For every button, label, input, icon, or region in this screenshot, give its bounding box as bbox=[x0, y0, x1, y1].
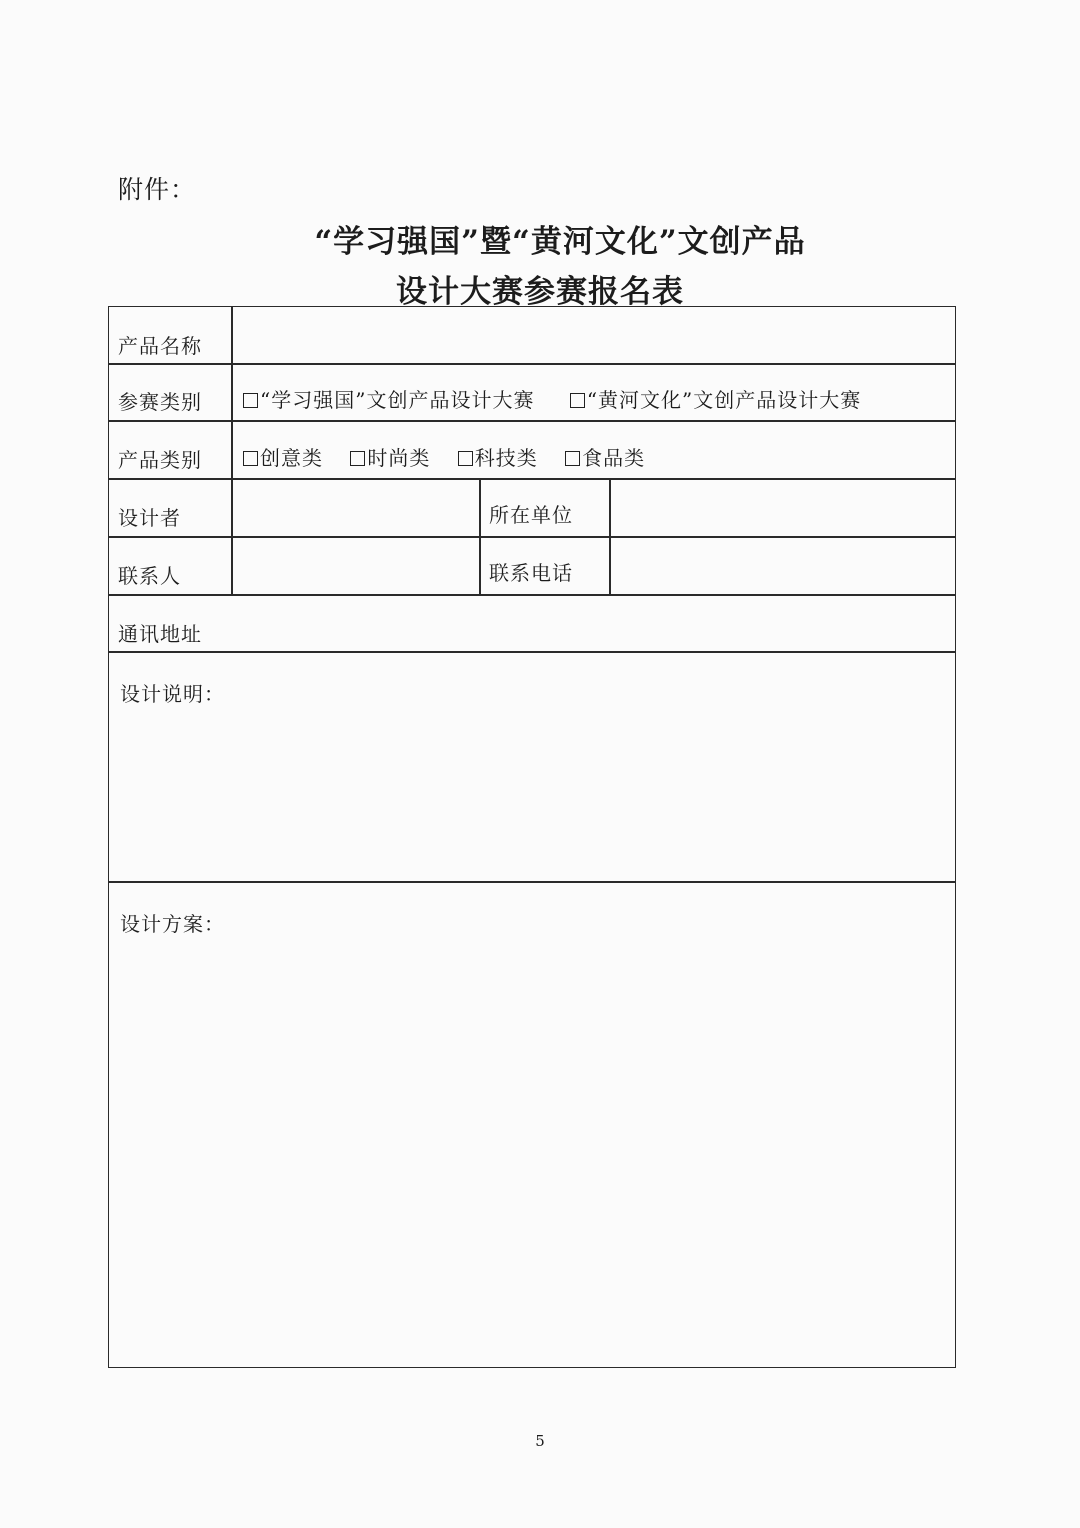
address-label: 通讯地址 bbox=[118, 622, 202, 646]
organization-field[interactable] bbox=[620, 499, 945, 523]
contest-category-options bbox=[243, 384, 861, 413]
contact-label: 联系人 bbox=[118, 564, 181, 588]
row-divider bbox=[108, 536, 956, 538]
contest-option-label: “黄河文化”文创产品设计大赛 bbox=[586, 388, 862, 412]
row-divider bbox=[108, 881, 956, 883]
product-option-food[interactable] bbox=[565, 442, 645, 471]
checkbox-icon[interactable] bbox=[565, 451, 580, 466]
phone-field[interactable] bbox=[620, 557, 945, 581]
row-divider bbox=[108, 478, 956, 480]
checkbox-icon[interactable] bbox=[458, 451, 473, 466]
row-divider bbox=[108, 420, 956, 422]
product-category-label: 产品类别 bbox=[118, 448, 202, 472]
row-divider bbox=[108, 651, 956, 653]
contest-category-label: 参赛类别 bbox=[118, 390, 202, 414]
form-title-line-2: 设计大赛参赛报名表 bbox=[396, 274, 684, 310]
column-divider bbox=[231, 306, 233, 594]
row-divider bbox=[108, 594, 956, 596]
row-divider bbox=[108, 363, 956, 365]
checkbox-icon[interactable] bbox=[570, 393, 585, 408]
product-option-tech[interactable] bbox=[458, 442, 538, 471]
design-description-field[interactable] bbox=[120, 711, 940, 871]
product-option-label: 时尚类 bbox=[367, 446, 431, 470]
product-option-label: 科技类 bbox=[474, 446, 538, 470]
address-field[interactable] bbox=[218, 618, 943, 642]
product-option-label: 食品类 bbox=[582, 446, 646, 470]
phone-label: 联系电话 bbox=[489, 561, 573, 585]
page-number: 5 bbox=[535, 1432, 545, 1450]
product-option-fashion[interactable] bbox=[350, 442, 430, 471]
designer-label: 设计者 bbox=[118, 506, 181, 530]
product-option-creative[interactable] bbox=[243, 442, 323, 471]
contact-field[interactable] bbox=[243, 560, 468, 584]
checkbox-icon[interactable] bbox=[243, 393, 258, 408]
product-name-field[interactable] bbox=[243, 330, 943, 354]
design-plan-field[interactable] bbox=[120, 941, 940, 1351]
design-description-label: 设计说明： bbox=[120, 682, 225, 706]
product-name-label: 产品名称 bbox=[118, 334, 202, 358]
form-title-line-1: “学习强国”暨“黄河文化”文创产品 bbox=[314, 224, 806, 260]
design-plan-label: 设计方案： bbox=[120, 912, 225, 936]
organization-label: 所在单位 bbox=[489, 503, 573, 527]
product-option-label: 创意类 bbox=[260, 446, 323, 470]
column-divider bbox=[479, 478, 481, 594]
checkbox-icon[interactable] bbox=[243, 451, 258, 466]
column-divider bbox=[609, 478, 611, 594]
contest-option-label: “学习强国”文创产品设计大赛 bbox=[260, 388, 535, 412]
checkbox-icon[interactable] bbox=[350, 451, 365, 466]
contest-option-huanghe[interactable] bbox=[570, 384, 861, 413]
contest-option-xuexi[interactable] bbox=[243, 384, 534, 413]
designer-field[interactable] bbox=[243, 502, 468, 526]
registration-form bbox=[108, 306, 956, 1368]
attachment-label: 附件： bbox=[118, 175, 197, 204]
product-category-options bbox=[243, 442, 645, 471]
